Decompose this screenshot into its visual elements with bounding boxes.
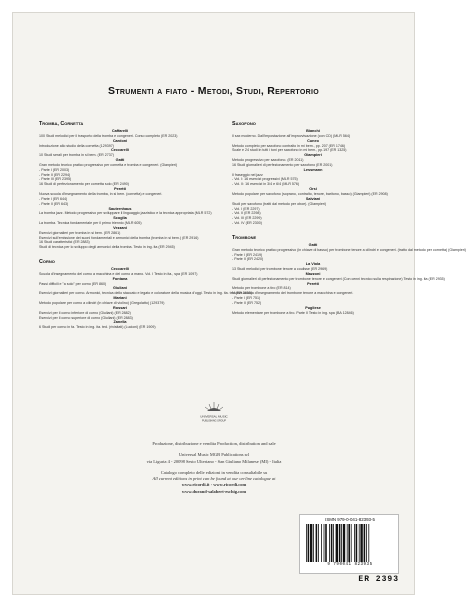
author-name: Gatti [115,158,125,163]
catalog-entry: Scale e 24 studi in tutti i toni per saxofono in mi bem., pp.197 (ER 1325) [232,148,347,153]
author-name: Giuliani [113,286,127,291]
author-name: Ceccarelli [111,267,129,272]
barcode-bar [347,524,348,562]
catalog-entry: Gran metodo teorico pratico progressivo per cornetta e tromba e congeneri. (Gianpieri) [39,162,178,167]
barcode-icon [306,524,394,562]
author-name: Mariani [113,296,127,301]
author-name: La Viola [305,262,321,267]
catalog-entry: - Vol. IV (ER 2300) [232,221,262,226]
author-name: Vezzani [113,225,127,230]
barcode-bar [343,524,345,562]
catalog-entry: La tromba jazz. Metodo progressivo per sviluppare il linguaggio jazzistico e la tecnica appropriata (MLR 572) [39,211,212,216]
catalog-entry: Il sax moderno. Dall'impostazione all'improvvisazione (con CD) (MLR 564) [232,133,351,138]
barcode-bar [368,524,369,562]
author-name: Orsi [309,187,317,192]
barcode-bar [359,524,360,562]
barcode-bar [321,524,322,562]
section-heading: Saxofono [232,121,256,127]
catalog-entry: Esercizi per il corno inferiore di corno (Giuliani) (ER 2882) [39,310,131,315]
barcode-bar [339,524,341,562]
author-name: Cardoni [112,138,128,143]
universal-music-logo-icon [199,399,229,427]
catalog-entry: 13 Studi melodici per trombone tenore a coulisse (ER 2969) [232,267,328,272]
catalog-entry: Il fraseggio nel jazz [232,172,263,177]
catalog-entry: Metodo elementare per trombone a tiro. Parte II Testo in ing. spa (BA 12846) [232,310,354,315]
author-name: Caffarelli [111,129,129,133]
barcode-bar [329,524,330,562]
page-title: Strumenti a fiato - Metodi, Studi, Repertorio [108,85,319,97]
catalog-entry: 16 Studi di perfezionamento per cornetta solo (ER 2490) [39,182,129,187]
catalog-entry: 16 Studi caratteristici (ER 2883) [39,240,90,245]
catalog-entry: - Vol. I (ER 2297) [232,206,260,211]
barcode-bar [333,524,334,562]
catalog-entry: - Parte II (ER 2420) [232,257,264,262]
catalog-entry: Esercizi sull'emissione dei suoni fondamentali e armonici della tromba (tromba in si bem.) (ER 2916) [39,235,199,240]
catalog-entry: - Parte III (ER 2395) [39,177,72,182]
credits-catalogue-en: All current editions in print can be found at our on-line catalogue at [152,476,276,482]
barcode-bar [331,524,333,562]
barcode-bar [356,524,358,562]
barcode-bar [310,524,312,562]
back-cover-page [12,12,466,595]
catalog-entry: Metodo progressivo per saxofono. (ER 2011) [232,158,304,163]
catalog-entry: - Vol. II (ER 2298) [232,211,261,216]
catalog-entry: Nuova scuola d'insegnamento della tromba, in si bem. (cornetta) e congeneri. [39,191,163,196]
author-name: Ceccarelli [111,148,129,153]
catalog-entry: Gran metodo teorico pratico progressivo (in chiave di basso) per trombone tenore a cilindri e congeneri. (tratto dal metodo per cornetta) (Giampieri) [232,247,466,252]
ismn-number: ISMN 979-0-041-82393-5 [325,517,375,522]
right-column [232,121,466,316]
catalog-entry: - Parte II (ER 752) [232,301,262,305]
catalog-entry: Passi difficili e "a solo" per corno (ER 860) [39,281,107,286]
author-name: Lessmann [303,167,323,172]
author-name: Sauternhaus [108,206,132,211]
author-name: Rossari [113,305,127,310]
author-name: Gatti [308,242,318,247]
barcode-bar [341,524,342,562]
barcode-bar [308,524,310,562]
catalog-entry: - Parte II (ER 643) [39,201,69,206]
catalog-entry: Esercizi per il corno superiore di corno (Giuliani) (ER 2883) [39,315,133,320]
author-name: Peretti [114,187,126,192]
catalog-entry: Introduzione allo studio della cornetta (129397) [39,143,114,148]
author-name: Cuneo [307,138,319,143]
logo-text-line1: UNIVERSAL MUSIC [200,414,228,419]
barcode-bar [336,524,338,562]
catalog-entry: La tromba. Tecnica fondamentale per il primo triennio (MLR 605) [39,221,142,226]
credits-website-durand[interactable]: www.durand-salabert-eschig.com [181,488,247,494]
catalog-entry: Studi di tecnica per lo sviluppo degli armonici della tromba. Testo in ing. ita (ER 2945) [39,245,175,250]
catalog-entry: - Parte I (ER 644) [39,196,68,201]
barcode-bar [354,524,355,562]
author-name: Peretti [307,281,319,286]
credits-publisher: Universal Music MGB Publications srl [178,452,250,458]
catalog-entry: 100 Studi melodici per il trasporto della tromba e congeneri. Corso completo (ER 2023) [39,133,178,138]
author-name: Scoglia [113,216,127,221]
catalog-entry: Metodo completo per saxofono contralto in mi bem., pp. 207 (ER 1746) [232,143,346,148]
author-name: Salviani [305,196,321,201]
catalog-entry: Scuola d'insegnamento del corno a macchina e del corno a mano. Vol. I Testo in ita., spa (ER 1097) [39,271,198,276]
barcode-bar [351,524,352,562]
catalog-entry: Studi giornalieri di perfezionamento per trombone tenore e congeneri (Con cenni tecnico sulla respirazione) Testo in ing. ita (ER 2935) [232,276,445,281]
catalog-entry: - Vol. II: 16 esercizi in 3/4 e 6/4 (MLR 576) [232,182,300,187]
barcode-bar [313,524,314,562]
publisher-credits [61,441,367,495]
catalog-entry: - Parte I (ER 2003) [39,167,70,172]
catalog-entry: Nuova scuola d'insegnamento del trombone tenore a macchina e congeneri. [232,291,354,296]
catalog-entry: 16 Studi giornalieri di perfezionamento per saxofono (ER 2001) [232,162,333,167]
catalog-entry: Metodo popolare per saxofono (soprano, contralto, tenore, baritono, basso) (Giampieri) (ER 2908) [232,191,388,196]
section-heading: Trombone [232,234,257,241]
barcode-bar [366,524,367,562]
credits-catalogue-it: Catalogo completo delle edizioni in vendita consultabile su [160,469,268,475]
credits-address: via Liguria 4 - 20098 Sesto Ulteriano - San Giuliano Milanese (MI) - Italia [146,458,282,464]
barcode-bar [324,524,325,562]
catalog-entry: Esercizi giornalieri per tromba in si bem. (ER 2861) [39,230,121,235]
catalog-entry: Metodo popolare per corno a cilindri (in chiave di violino) (Gregolatto) (129379) [39,301,165,305]
barcode-bar [348,524,350,562]
barcode-bar [306,524,307,562]
catalog-entry: Esercizi giornalieri per corno. Armonici, tecnica dello staccato e legato e colorature della musica d'oggi. Testo in ing. ita. ted (ER 2855) [39,291,252,296]
barcode-box [299,514,399,574]
catalog-entry: - Parte II (ER 2294) [39,172,71,177]
barcode-digits: 9 790041 823935 [327,563,373,567]
barcode-bar [318,524,319,562]
credits-production: Produzione, distribuzione e vendita Production, distribution and sale [152,441,276,446]
author-name: Mazzoni [305,271,321,276]
catalog-entry: - Vol. I: 16 esercizi progressivi (MLR 575) [232,177,298,182]
barcode-bar [360,524,362,562]
catalog-entry: - Parte I (ER 751) [232,296,261,301]
catalog-entry: Studi per saxofono (tratti dal metodo per oboe). (Giampieri) [232,201,327,206]
author-name: Zanella [113,320,127,325]
catalog-entry: 6 Studi per corno in fa. Testo in ing. ita. ted. (rivisitati) (Lucioni) (ER 1909) [39,325,156,330]
catalog-entry: - Vol. III (ER 2299) [232,216,262,221]
barcode-bar [325,524,327,562]
catalog-entry: - Parte I (ER 2419) [232,252,263,257]
author-name: Pugliese [305,305,321,310]
catalog-entry: Metodo per trombone a tiro (ER 814) [232,286,291,291]
section-heading: Corno [39,259,55,266]
author-name: Fontana [112,276,128,281]
author-name: Bianchi [306,129,320,133]
barcode-bar [364,524,366,562]
logo-text-line2: PUBLISHING GROUP [202,419,226,423]
section-heading: Tromba, Cornetta [39,121,84,127]
catalog-code: ER 2393 [358,575,399,584]
author-name: Giampieri [304,153,322,158]
credits-website-ricordi[interactable]: www.ricordi.it · www.ricordi.com [181,482,247,488]
barcode-bar [316,524,318,562]
catalog-entry: 10 Studi serali per tromba in si bem. (ER 2737) [39,153,114,158]
